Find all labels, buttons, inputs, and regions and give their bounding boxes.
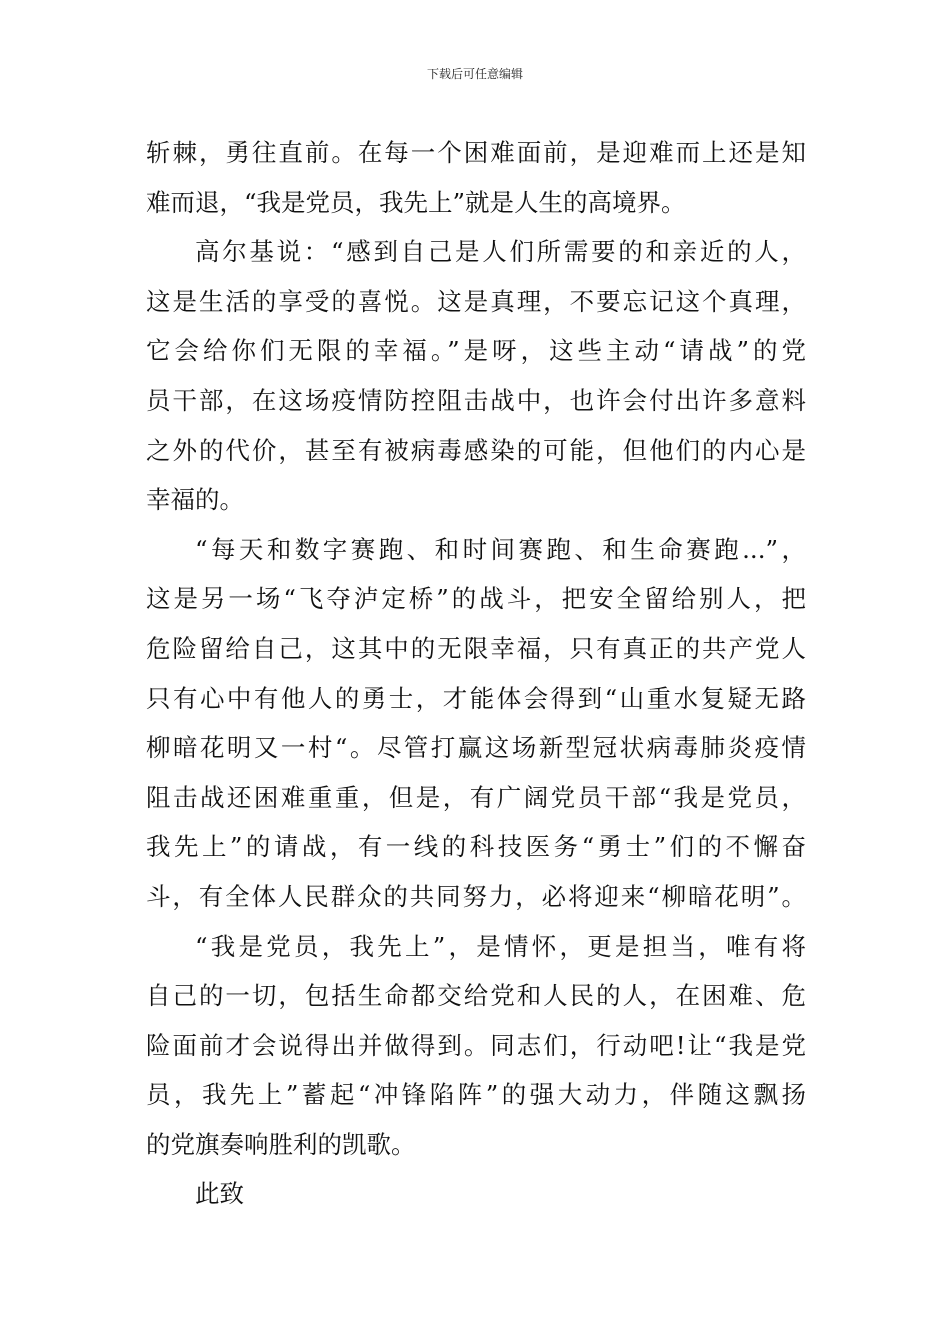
text-line: 这是生活的享受的喜悦。这是真理，不要忘记这个真理， (146, 286, 806, 316)
paragraph-5 (146, 1169, 806, 1219)
text-line: 险面前才会说得出并做得到。同志们，行动吧!让“我是党 (146, 1030, 806, 1060)
document-body (146, 128, 806, 1219)
text-line: 员，我先上”蓄起“冲锋陷阵”的强大动力，伴随这飘扬 (146, 1080, 806, 1110)
text-line: 我先上”的请战，有一线的科技医务“勇士”们的不懈奋 (146, 832, 806, 862)
text-line: 危险留给自己，这其中的无限幸福，只有真正的共产党人 (146, 633, 806, 663)
text-line: 阻击战还困难重重，但是，有广阔党员干部“我是党员， (146, 782, 806, 812)
text-line: “我是党员，我先上”，是情怀，更是担当，唯有将 (195, 931, 806, 961)
text-line: 柳暗花明又一村“。尽管打赢这场新型冠状病毒肺炎疫情 (146, 733, 806, 763)
text-line: 高尔基说：“感到自己是人们所需要的和亲近的人， (195, 237, 806, 267)
paragraph-2 (146, 227, 806, 525)
paragraph-3 (146, 525, 806, 922)
text-line: 员干部，在这场疫情防控阻击战中，也许会付出许多意料 (146, 385, 806, 415)
text-line: 的党旗奏响胜利的凯歌。 (146, 1129, 416, 1159)
text-line: “每天和数字赛跑、和时间赛跑、和生命赛跑...”， (195, 534, 806, 564)
closing-line: 此致 (195, 1179, 244, 1209)
text-line: 难而退，“我是党员，我先上”就是人生的高境界。 (146, 187, 686, 217)
text-line: 自己的一切，包括生命都交给党和人民的人，在困难、危 (146, 981, 806, 1011)
text-line: 只有心中有他人的勇士，才能体会得到“山重水复疑无路 (146, 683, 806, 713)
page-header: 下载后可任意编辑 (426, 67, 523, 81)
text-line: 斗，有全体人民群众的共同努力，必将迎来“柳暗花明”。 (146, 881, 806, 911)
text-line: 之外的代价，甚至有被病毒感染的可能，但他们的内心是 (146, 435, 806, 465)
text-line: 这是另一场“飞夺泸定桥”的战斗，把安全留给别人，把 (146, 584, 806, 614)
text-line: 幸福的。 (146, 485, 244, 515)
text-line: 它会给你们无限的幸福。”是呀，这些主动“请战”的党 (146, 336, 806, 366)
text-line: 斩棘，勇往直前。在每一个困难面前，是迎难而上还是知 (146, 138, 806, 167)
paragraph-1 (146, 128, 806, 227)
paragraph-4 (146, 922, 806, 1170)
